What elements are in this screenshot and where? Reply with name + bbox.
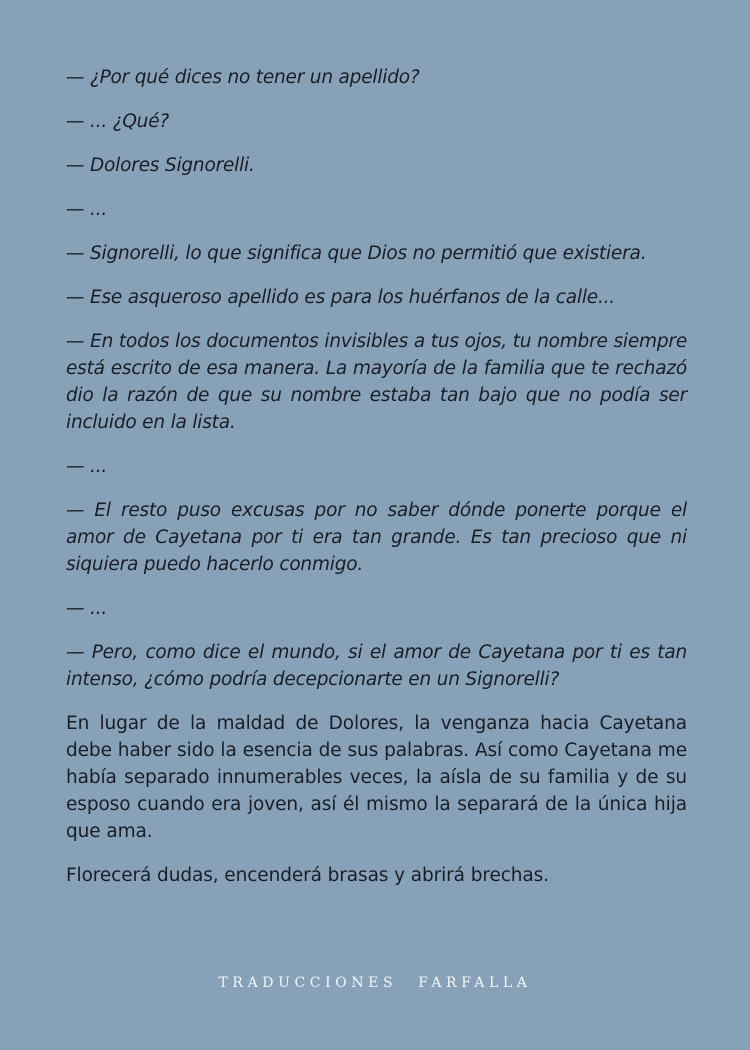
dialogue-line: — ... ¿Qué?	[66, 111, 170, 132]
dialogue-line: — ...	[66, 199, 108, 220]
dialogue-line: — Ese asqueroso apellido es para los huérfanos de la calle...	[66, 287, 615, 308]
dialogue-line: — ...	[66, 598, 108, 619]
narration-paragraph: En lugar de la maldad de Dolores, la venganza hacia Cayetana debe haber sido la esencia de sus palabras. Así como Cayetana me había separado innumerables veces, la aísla de su familia y de su esposo cuando era joven, así él mismo la separará de la única hija que ama.	[66, 713, 687, 842]
narration-paragraph: Florecerá dudas, encenderá brasas y abrirá brechas.	[66, 865, 549, 886]
dialogue-line: — Dolores Signorelli.	[66, 155, 255, 176]
dialogue-line: — ¿Por qué dices no tener un apellido?	[66, 67, 420, 88]
dialogue-line: — El resto puso excusas por no saber dónde ponerte porque el amor de Cayetana por ti era tan grande. Es tan precioso que ni siquiera puedo hacerlo conmigo.	[66, 500, 687, 575]
dialogue-line: — En todos los documentos invisibles a tus ojos, tu nombre siempre está escrito de esa manera. La mayoría de la familia que te rechazó dio la razón de que su nombre estaba tan bajo que no podía ser incluido en la lista.	[66, 331, 687, 433]
footer-credit: TRADUCCIONES FARFALLA	[218, 975, 532, 991]
dialogue-line: — Signorelli, lo que significa que Dios no permitió que existiera.	[66, 243, 647, 264]
dialogue-line: — ...	[66, 456, 108, 477]
dialogue-line: — Pero, como dice el mundo, si el amor de Cayetana por ti es tan intenso, ¿cómo podría decepcionarte en un Signorelli?	[66, 642, 687, 690]
page-body	[66, 64, 687, 906]
